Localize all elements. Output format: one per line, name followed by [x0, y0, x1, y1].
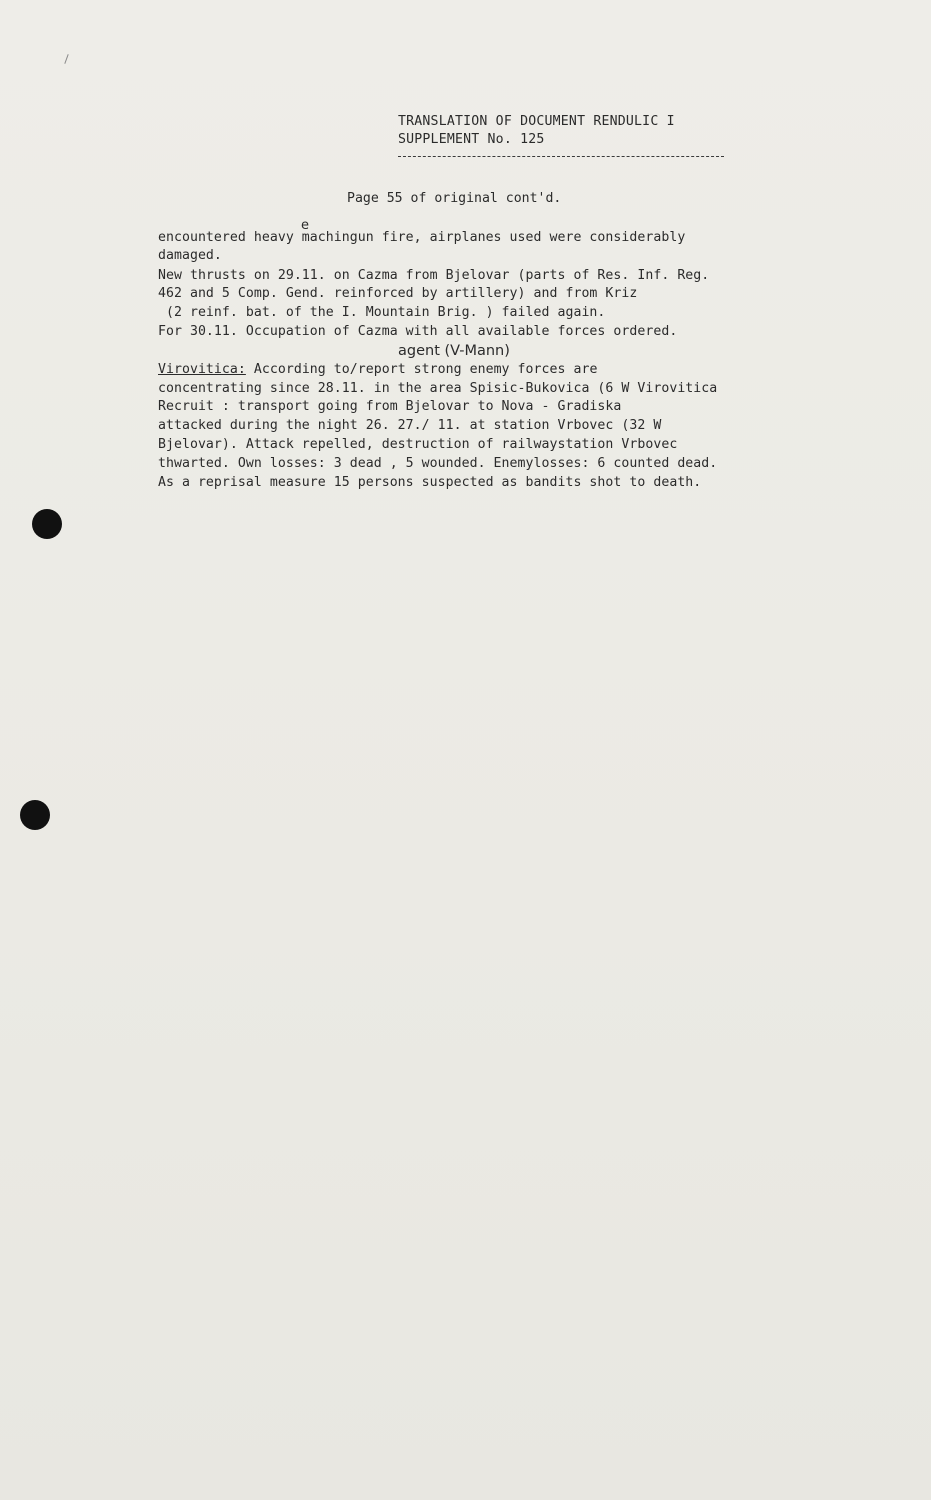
text-line-1: encountered heavy machingun fire, airplanes used were considerably [158, 230, 686, 245]
text-line-12: thwarted. Own losses: 3 dead , 5 wounded. Enemylosses: 6 counted dead. [158, 456, 718, 471]
text-line-2: damaged. [158, 248, 222, 263]
text-line-5: (2 reinf. bat. of the I. Mountain Brig. ) failed again. [158, 305, 606, 320]
punch-hole-top [32, 509, 62, 539]
text-line-7 [158, 362, 597, 377]
punch-hole-bottom [20, 800, 50, 830]
header-supplement: SUPPLEMENT No. 125 [398, 132, 545, 147]
text-line-13: As a reprisal measure 15 persons suspected as bandits shot to death. [158, 475, 702, 490]
text-line-11: Bjelovar). Attack repelled, destruction of railwaystation Vrbovec [158, 437, 678, 452]
pencil-mark [64, 54, 68, 64]
header-underline [398, 156, 724, 157]
text-line-6: For 30.11. Occupation of Cazma with all available forces ordered. [158, 324, 678, 339]
text-line-9: Recruit : transport going from Bjelovar to Nova - Gradiska [158, 399, 622, 414]
text-line-8: concentrating since 28.11. in the area Spisic-Bukovica (6 W Virovitica [158, 381, 718, 396]
text-line-4: 462 and 5 Comp. Gend. reinforced by artillery) and from Kriz [158, 286, 638, 301]
place-label-virovitica: Virovitica: [158, 362, 246, 377]
text-line-7-rest: According to/report strong enemy forces are [245, 362, 598, 377]
header-title: TRANSLATION OF DOCUMENT RENDULIC I [398, 114, 675, 129]
text-line-10: attacked during the night 26. 27./ 11. at station Vrbovec (32 W [158, 418, 662, 433]
handwritten-insert-e: e [301, 218, 309, 233]
text-line-3: New thrusts on 29.11. on Cazma from Bjelovar (parts of Res. Inf. Reg. [158, 268, 710, 283]
insert-agent-vmann: agent (V-Mann) [398, 343, 510, 359]
document-header [398, 113, 675, 149]
page-reference: Page 55 of original cont'd. [347, 191, 562, 206]
